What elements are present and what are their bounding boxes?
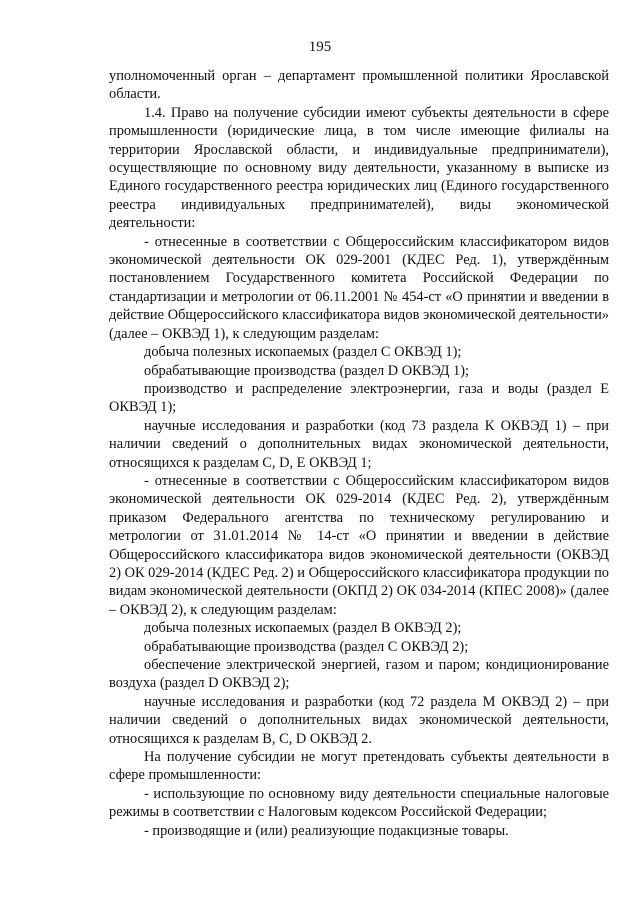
paragraph-okved1-section-c: добыча полезных ископаемых (раздел С ОКВЭД 1); (144, 344, 462, 361)
paragraph-exclusions-intro: На получение субсидии не могут претендовать субъекты деятельности в сфере промышленности: (109, 749, 609, 784)
paragraph-clause-1-4: 1.4. Право на получение субсидии имеют субъекты деятельности в сфере промышленности (юридические лица, в том числе имеющие филиалы на территории Ярославской области, и индивидуальные предприниматели), осуществляющие по основному виду деятельности, указанному в выписке из Единого государственного реестра юридических лиц (Единого государственного реестра индивидуальных предпринимателей), виды экономической деятельности: (109, 104, 609, 232)
paragraph-exclusion-tax-regimes: - использующие по основному виду деятельности специальные налоговые режимы в соответствии с Налоговым кодексом Российской Федерации; (109, 785, 609, 821)
document-body (109, 67, 609, 840)
paragraph-exclusion-excise-goods: - производящие и (или) реализующие подакцизные товары. (144, 822, 509, 839)
page-number: 195 (308, 39, 332, 55)
paragraph-okved1-code-73: научные исследования и разработки (код 73 раздела К ОКВЭД 1) – при наличии сведений о дополнительных видах экономической деятельности, относящихся к разделам С, D, Е ОКВЭД 1; (109, 417, 609, 471)
paragraph-okved2-section-c: обрабатывающие производства (раздел С ОКВЭД 2); (144, 638, 469, 655)
paragraph-okved2-intro: - отнесенные в соответствии с Общероссийским классификатором видов экономической деятельности ОК 029-2014 (КДЕС Ред. 2), утверждённым приказом Федерального агентства по техническому регулированию и метрологии от 31.01.2014 № 14-ст «О принятии и введении в действие Общероссийского классификатора видов экономической деятельности (ОКВЭД 2) ОК 029-2014 (КДЕС Ред. 2) и Общероссийского классификатора продукции по видам экономической деятельности (ОКПД 2) ОК 034-2014 (КПЕС 2008)» (далее – ОКВЭД 2), к следующим разделам: (109, 472, 609, 618)
paragraph-okved2-section-b: добыча полезных ископаемых (раздел В ОКВЭД 2); (144, 620, 462, 637)
paragraph-okved1-section-d: обрабатывающие производства (раздел D ОКВЭД 1); (144, 362, 470, 379)
paragraph-continuation: уполномоченный орган – департамент промышленной политики Ярославской области. (109, 68, 609, 103)
paragraph-okved2-code-72: научные исследования и разработки (код 72 раздела М ОКВЭД 2) – при наличии сведений о дополнительных видах экономической деятельности, относящихся к разделам В, С, D ОКВЭД 2. (109, 693, 609, 747)
paragraph-okved2-section-d: обеспечение электрической энергией, газом и паром; кондиционирование воздуха (раздел D ОКВЭД 2); (109, 657, 609, 692)
paragraph-okved1-section-e: производство и распределение электроэнергии, газа и воды (раздел Е ОКВЭД 1); (109, 380, 609, 416)
paragraph-okved1-intro: - отнесенные в соответствии с Общероссийским классификатором видов экономической деятельности ОК 029-2001 (КДЕС Ред. 1), утверждённым постановлением Государственного комитета Российской Федерации по стандартизации и метрологии от 06.11.2001 № 454-ст «О принятии и введении в действие Общероссийского классификатора видов экономической деятельности» (далее – ОКВЭД 1), к следующим разделам: (109, 233, 609, 342)
